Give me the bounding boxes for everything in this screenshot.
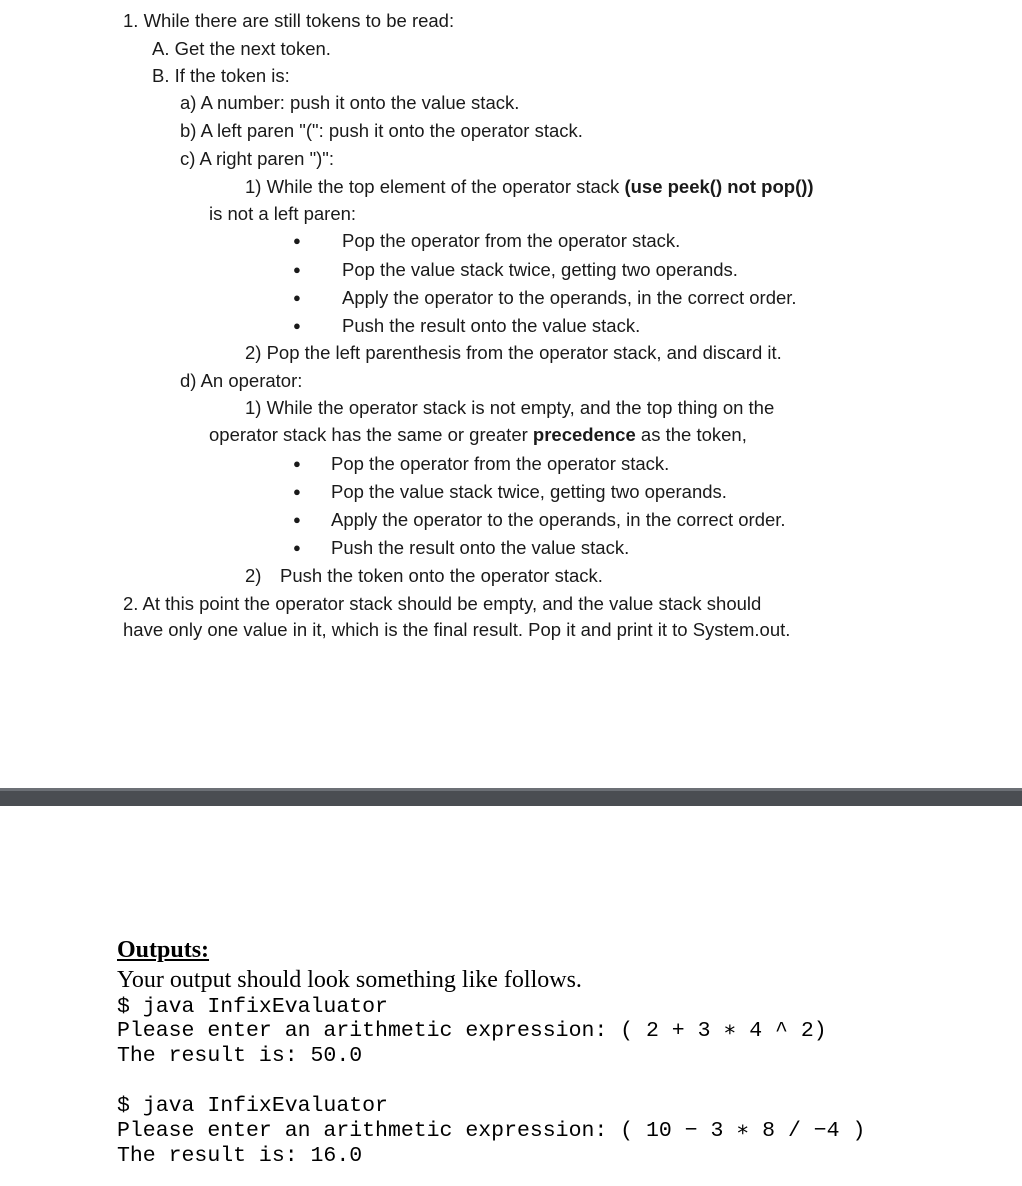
d1-cont-prefix: operator stack has the same or greater — [209, 424, 533, 445]
example-1-command: $ java InfixEvaluator — [117, 995, 388, 1019]
case-d-step-1: 1) While the operator stack is not empty, and the top thing on the — [245, 397, 775, 418]
c-bullet-1: Pop the operator from the operator stack. — [342, 230, 681, 251]
outputs-page — [0, 806, 1022, 1186]
bullet-icon: ● — [293, 318, 301, 333]
d-bullet-2: Pop the value stack twice, getting two operands. — [331, 481, 727, 502]
d1-cont-suffix: as the token, — [635, 424, 747, 445]
case-c: c) A right paren ")": — [180, 148, 335, 169]
d-bullet-1: Pop the operator from the operator stack. — [331, 453, 670, 474]
case-d: d) An operator: — [180, 370, 303, 391]
precedence-term: precedence — [532, 424, 636, 445]
peek-note: (use peek() not pop()) — [624, 176, 814, 197]
case-c-step-1-text: 1) While the top element of the operator stack — [245, 176, 625, 197]
bullet-icon: ● — [293, 456, 301, 471]
d-bullet-3: Apply the operator to the operands, in the correct order. — [331, 509, 786, 530]
bullet-icon: ● — [293, 512, 301, 527]
step-1: 1. While there are still tokens to be read: — [123, 10, 455, 31]
case-c-step-1-continued: is not a left paren: — [209, 203, 357, 224]
c-bullet-2: Pop the value stack twice, getting two operands. — [342, 259, 738, 280]
case-c-step-1 — [245, 176, 814, 198]
outputs-intro: Your output should look something like follows. — [117, 967, 582, 993]
example-2-prompt: Please enter an arithmetic expression: ( 10 − 3 ∗ 8 / −4 ) — [117, 1119, 866, 1143]
step-2-line-1: 2. At this point the operator stack should be empty, and the value stack should — [123, 593, 762, 614]
outputs-heading: Outputs: — [117, 937, 210, 963]
c-bullet-3: Apply the operator to the operands, in the correct order. — [342, 287, 797, 308]
case-a: a) A number: push it onto the value stack. — [180, 92, 520, 113]
example-2-result: The result is: 16.0 — [117, 1144, 363, 1168]
case-d-step-2-number: 2) — [245, 565, 262, 586]
c-bullet-4: Push the result onto the value stack. — [342, 315, 641, 336]
case-b: b) A left paren "(": push it onto the operator stack. — [180, 120, 583, 141]
example-1-result: The result is: 50.0 — [117, 1044, 363, 1068]
step-2-line-2: have only one value in it, which is the final result. Pop it and print it to System.out. — [123, 619, 791, 640]
bullet-icon: ● — [293, 540, 301, 555]
example-1-prompt: Please enter an arithmetic expression: ( 2 + 3 ∗ 4 ^ 2) — [117, 1019, 827, 1043]
bullet-icon: ● — [293, 290, 301, 305]
d-bullet-4: Push the result onto the value stack. — [331, 537, 630, 558]
bullet-icon: ● — [293, 262, 301, 277]
case-d-step-2: Push the token onto the operator stack. — [280, 565, 603, 586]
step-b: B. If the token is: — [152, 65, 290, 86]
step-a: A. Get the next token. — [152, 38, 331, 59]
bullet-icon: ● — [293, 233, 301, 248]
bullet-icon: ● — [293, 484, 301, 499]
example-2-command: $ java InfixEvaluator — [117, 1094, 388, 1118]
case-c-step-2: 2) Pop the left parenthesis from the operator stack, and discard it. — [245, 342, 782, 363]
case-d-step-1-continued — [209, 424, 747, 446]
